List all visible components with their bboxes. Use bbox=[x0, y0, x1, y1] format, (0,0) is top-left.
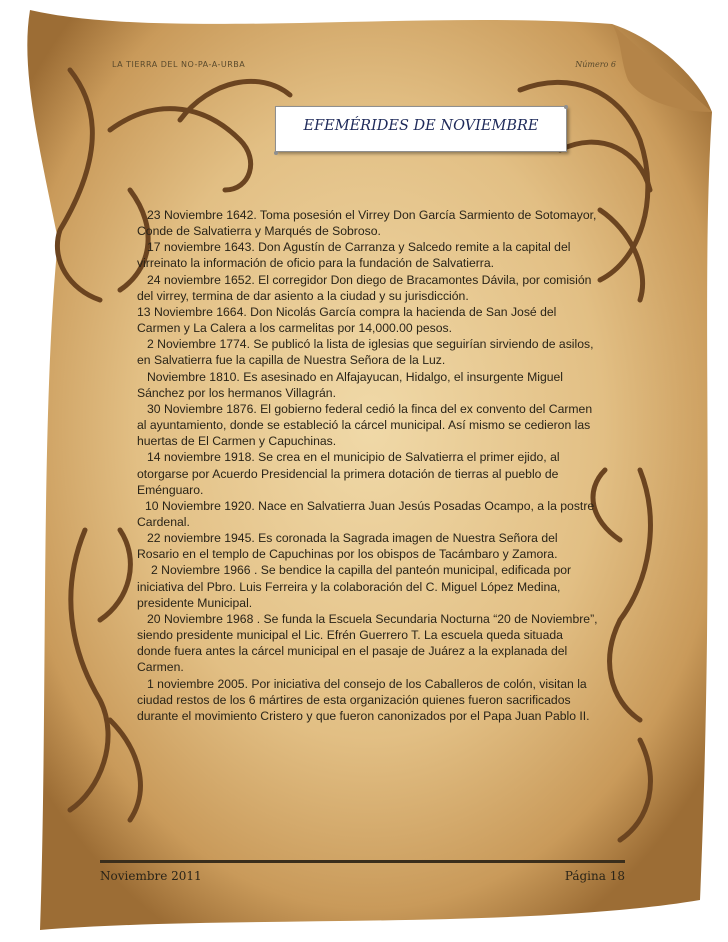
title-box-handle-right bbox=[564, 105, 568, 109]
ephemeris-entry: 22 noviembre 1945. Es coronada la Sagrada imagen de Nuestra Señora del Rosario en el templo de Capuchinas por los obispos de Tacámbaro y Zamora. bbox=[137, 531, 558, 562]
title-box bbox=[275, 106, 567, 152]
footer-page-number: Página 18 bbox=[564, 869, 625, 883]
ephemeris-entry: 23 Noviembre 1642. Toma posesión el Virrey Don García Sarmiento de Sotomayor, Conde de Salvatierra y Marqués de Sobroso. bbox=[137, 208, 597, 239]
ephemerides-list bbox=[137, 207, 599, 724]
ephemeris-entry: 14 noviembre 1918. Se crea en el municipio de Salvatierra el primer ejido, al otorgarse por Acuerdo Presidencial la primera dotación de tierras al pueblo de Eménguaro. bbox=[137, 450, 560, 497]
ephemeris-entry: 30 Noviembre 1876. El gobierno federal cedió la finca del ex convento del Carmen al ayuntamiento, donde se estableció la cárcel municipal. Así mismo se cedieron las huertas de El Carmen y Capuchinas. bbox=[137, 401, 593, 449]
ephemeris-entry: 2 Noviembre 1966 . Se bendice la capilla del panteón municipal, edificada por iniciativa del Pbro. Luis Ferreira y la colaboración del C. Miguel López Medina, presidente Municipal. bbox=[137, 563, 572, 610]
footer-date: Noviembre 2011 bbox=[100, 869, 202, 883]
page-title: EFEMÉRIDES DE NOVIEMBRE bbox=[303, 118, 539, 134]
header-publication-name: LA TIERRA DEL NO-PA-A-URBA bbox=[112, 60, 246, 69]
ephemeris-entry: 2 Noviembre 1774. Se publicó la lista de iglesias que seguirían sirviendo de asilos, en Salvatierra fue la capilla de Nuestra Señora de la Luz. bbox=[137, 337, 594, 368]
ephemeris-entry: 10 Noviembre 1920. Nace en Salvatierra Juan Jesús Posadas Ocampo, a la postre Cardenal. bbox=[137, 498, 595, 529]
title-box-handle-left bbox=[274, 151, 278, 155]
ephemeris-entry: 1 noviembre 2005. Por iniciativa del consejo de los Caballeros de colón, visitan la ciudad restos de los 6 mártires de esta organización quienes fueron sacrificados durante el movimiento Cristero y que fueron canonizados por el Papa Juan Pablo II. bbox=[137, 676, 590, 723]
ephemeris-entry: Noviembre 1810. Es asesinado en Alfajayucan, Hidalgo, el insurgente Miguel Sánchez por los hermanos Villagrán. bbox=[137, 369, 563, 400]
footer-rule bbox=[100, 860, 625, 863]
ephemeris-entry: 24 noviembre 1652. El corregidor Don diego de Bracamontes Dávila, por comisión del virrey, termina de dar asiento a la ciudad y su jurisdicción. bbox=[137, 272, 592, 303]
header-issue-number: Número 6 bbox=[575, 60, 616, 69]
ephemeris-entry: 13 Noviembre 1664. Don Nicolás García compra la hacienda de San José del Carmen y La Calera a los carmelitas por 14,000.00 pesos. bbox=[137, 304, 557, 336]
ephemeris-entry: 20 Noviembre 1968 . Se funda la Escuela Secundaria Nocturna “20 de Noviembre”, siendo presidente municipal el Lic. Efrén Guerrero T. La escuela queda situada donde fuera antes la cárcel municipal en el pasaje de Juárez a la explanada del Carmen. bbox=[137, 611, 598, 675]
ephemeris-entry: 17 noviembre 1643. Don Agustín de Carranza y Salcedo remite a la capital del virreinato la información de oficio para la fundación de Salvatierra. bbox=[137, 240, 571, 271]
